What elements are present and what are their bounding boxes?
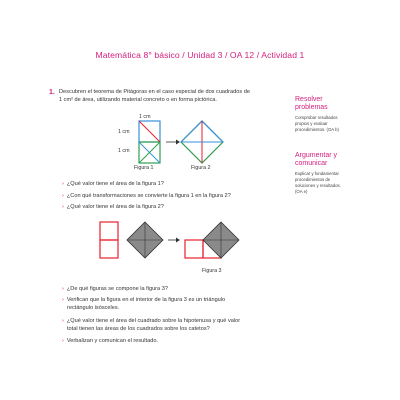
red-rectangles bbox=[100, 222, 118, 258]
question-text: ¿Qué valor tiene el área de la figura 1? bbox=[66, 181, 164, 187]
figure-3 bbox=[90, 212, 250, 272]
chevron-right-icon: › bbox=[62, 318, 64, 324]
skill-text-line: procedimientos. (OA b) bbox=[295, 127, 339, 132]
skill-text-resolver bbox=[295, 115, 370, 133]
skill-text-line: soluciones y resultados. bbox=[295, 183, 341, 188]
diagonal-top bbox=[139, 121, 160, 142]
skill-title-line: comunicar bbox=[295, 160, 328, 167]
question-text: Verifican que la figura en el interior de la figura 3 es un triángulo bbox=[66, 297, 226, 303]
skill-text-line: procedimientos de bbox=[295, 177, 331, 182]
list-item bbox=[62, 203, 164, 211]
figura-2-drawing bbox=[181, 121, 223, 163]
skill-text-line: Comprobar resultados bbox=[295, 115, 338, 120]
label-figura-2: Figura 2 bbox=[191, 165, 211, 171]
label-figura-3: Figura 3 bbox=[202, 268, 222, 274]
question-text: ¿Con qué transformaciones se convierte la figura 1 en la figura 2? bbox=[66, 193, 231, 199]
list-item-continuation bbox=[67, 304, 119, 312]
chevron-right-icon: › bbox=[62, 297, 64, 303]
figura-3-drawing bbox=[185, 222, 239, 258]
list-item bbox=[62, 285, 168, 293]
list-item-continuation bbox=[67, 325, 210, 333]
list-item bbox=[62, 180, 164, 188]
figures-1-2 bbox=[80, 110, 250, 180]
chevron-right-icon: › bbox=[62, 181, 64, 187]
chevron-right-icon: › bbox=[62, 193, 64, 199]
figura-1-drawing bbox=[139, 121, 160, 163]
page-title: Matemática 8° básico / Unidad 3 / OA 12 / Actividad 1 bbox=[95, 50, 305, 60]
question-text: ¿De qué figuras se compone la figura 3? bbox=[66, 286, 168, 292]
question-text: ¿Qué valor tiene el área de la figura 2? bbox=[66, 204, 164, 210]
skill-text-line: Explicar y fundamentar bbox=[295, 171, 339, 176]
chevron-right-icon: › bbox=[62, 204, 64, 210]
skill-title-line: problemas bbox=[295, 104, 328, 111]
skill-title-resolver bbox=[295, 96, 375, 112]
label-1cm-left-bottom: 1 cm bbox=[118, 148, 130, 154]
label-1cm-top: 1 cm bbox=[139, 114, 151, 120]
list-item bbox=[62, 317, 240, 325]
gray-diamond-1 bbox=[127, 222, 163, 258]
skill-text-line: propios y evaluar bbox=[295, 121, 328, 126]
activity-number: 1. bbox=[49, 89, 55, 96]
arrow-right-icon bbox=[166, 140, 180, 145]
chevron-right-icon: › bbox=[62, 338, 64, 344]
label-1cm-left-top: 1 cm bbox=[118, 129, 130, 135]
skill-text-line: (OA e) bbox=[295, 189, 308, 194]
arrow-right-icon bbox=[168, 238, 180, 243]
statement-line-2: 1 cm² de área, utilizando material concreto o en forma pictórica. bbox=[59, 97, 217, 103]
list-item bbox=[62, 337, 158, 345]
statement-line-1: Descubren el teorema de Pitágoras en el caso especial de dos cuadrados de bbox=[59, 89, 250, 95]
label-figura-1: Figura 1 bbox=[134, 165, 154, 171]
list-item bbox=[62, 192, 231, 200]
skill-text-argumentar bbox=[295, 171, 370, 195]
skill-title-line: Argumentar y bbox=[295, 152, 338, 159]
skill-title-argumentar bbox=[295, 152, 375, 168]
chevron-right-icon: › bbox=[62, 286, 64, 292]
question-text: ¿Qué valor tiene el área del cuadrado sobre la hipotenusa y qué valor bbox=[66, 318, 241, 324]
list-item bbox=[62, 296, 225, 304]
question-text: Verbalizan y comunican el resultado. bbox=[66, 338, 158, 344]
skill-title-line: Resolver bbox=[295, 96, 323, 103]
question-text: total tienen las áreas de los cuadrados sobre los catetos? bbox=[67, 326, 210, 332]
question-text: rectángulo isósceles. bbox=[67, 305, 120, 311]
